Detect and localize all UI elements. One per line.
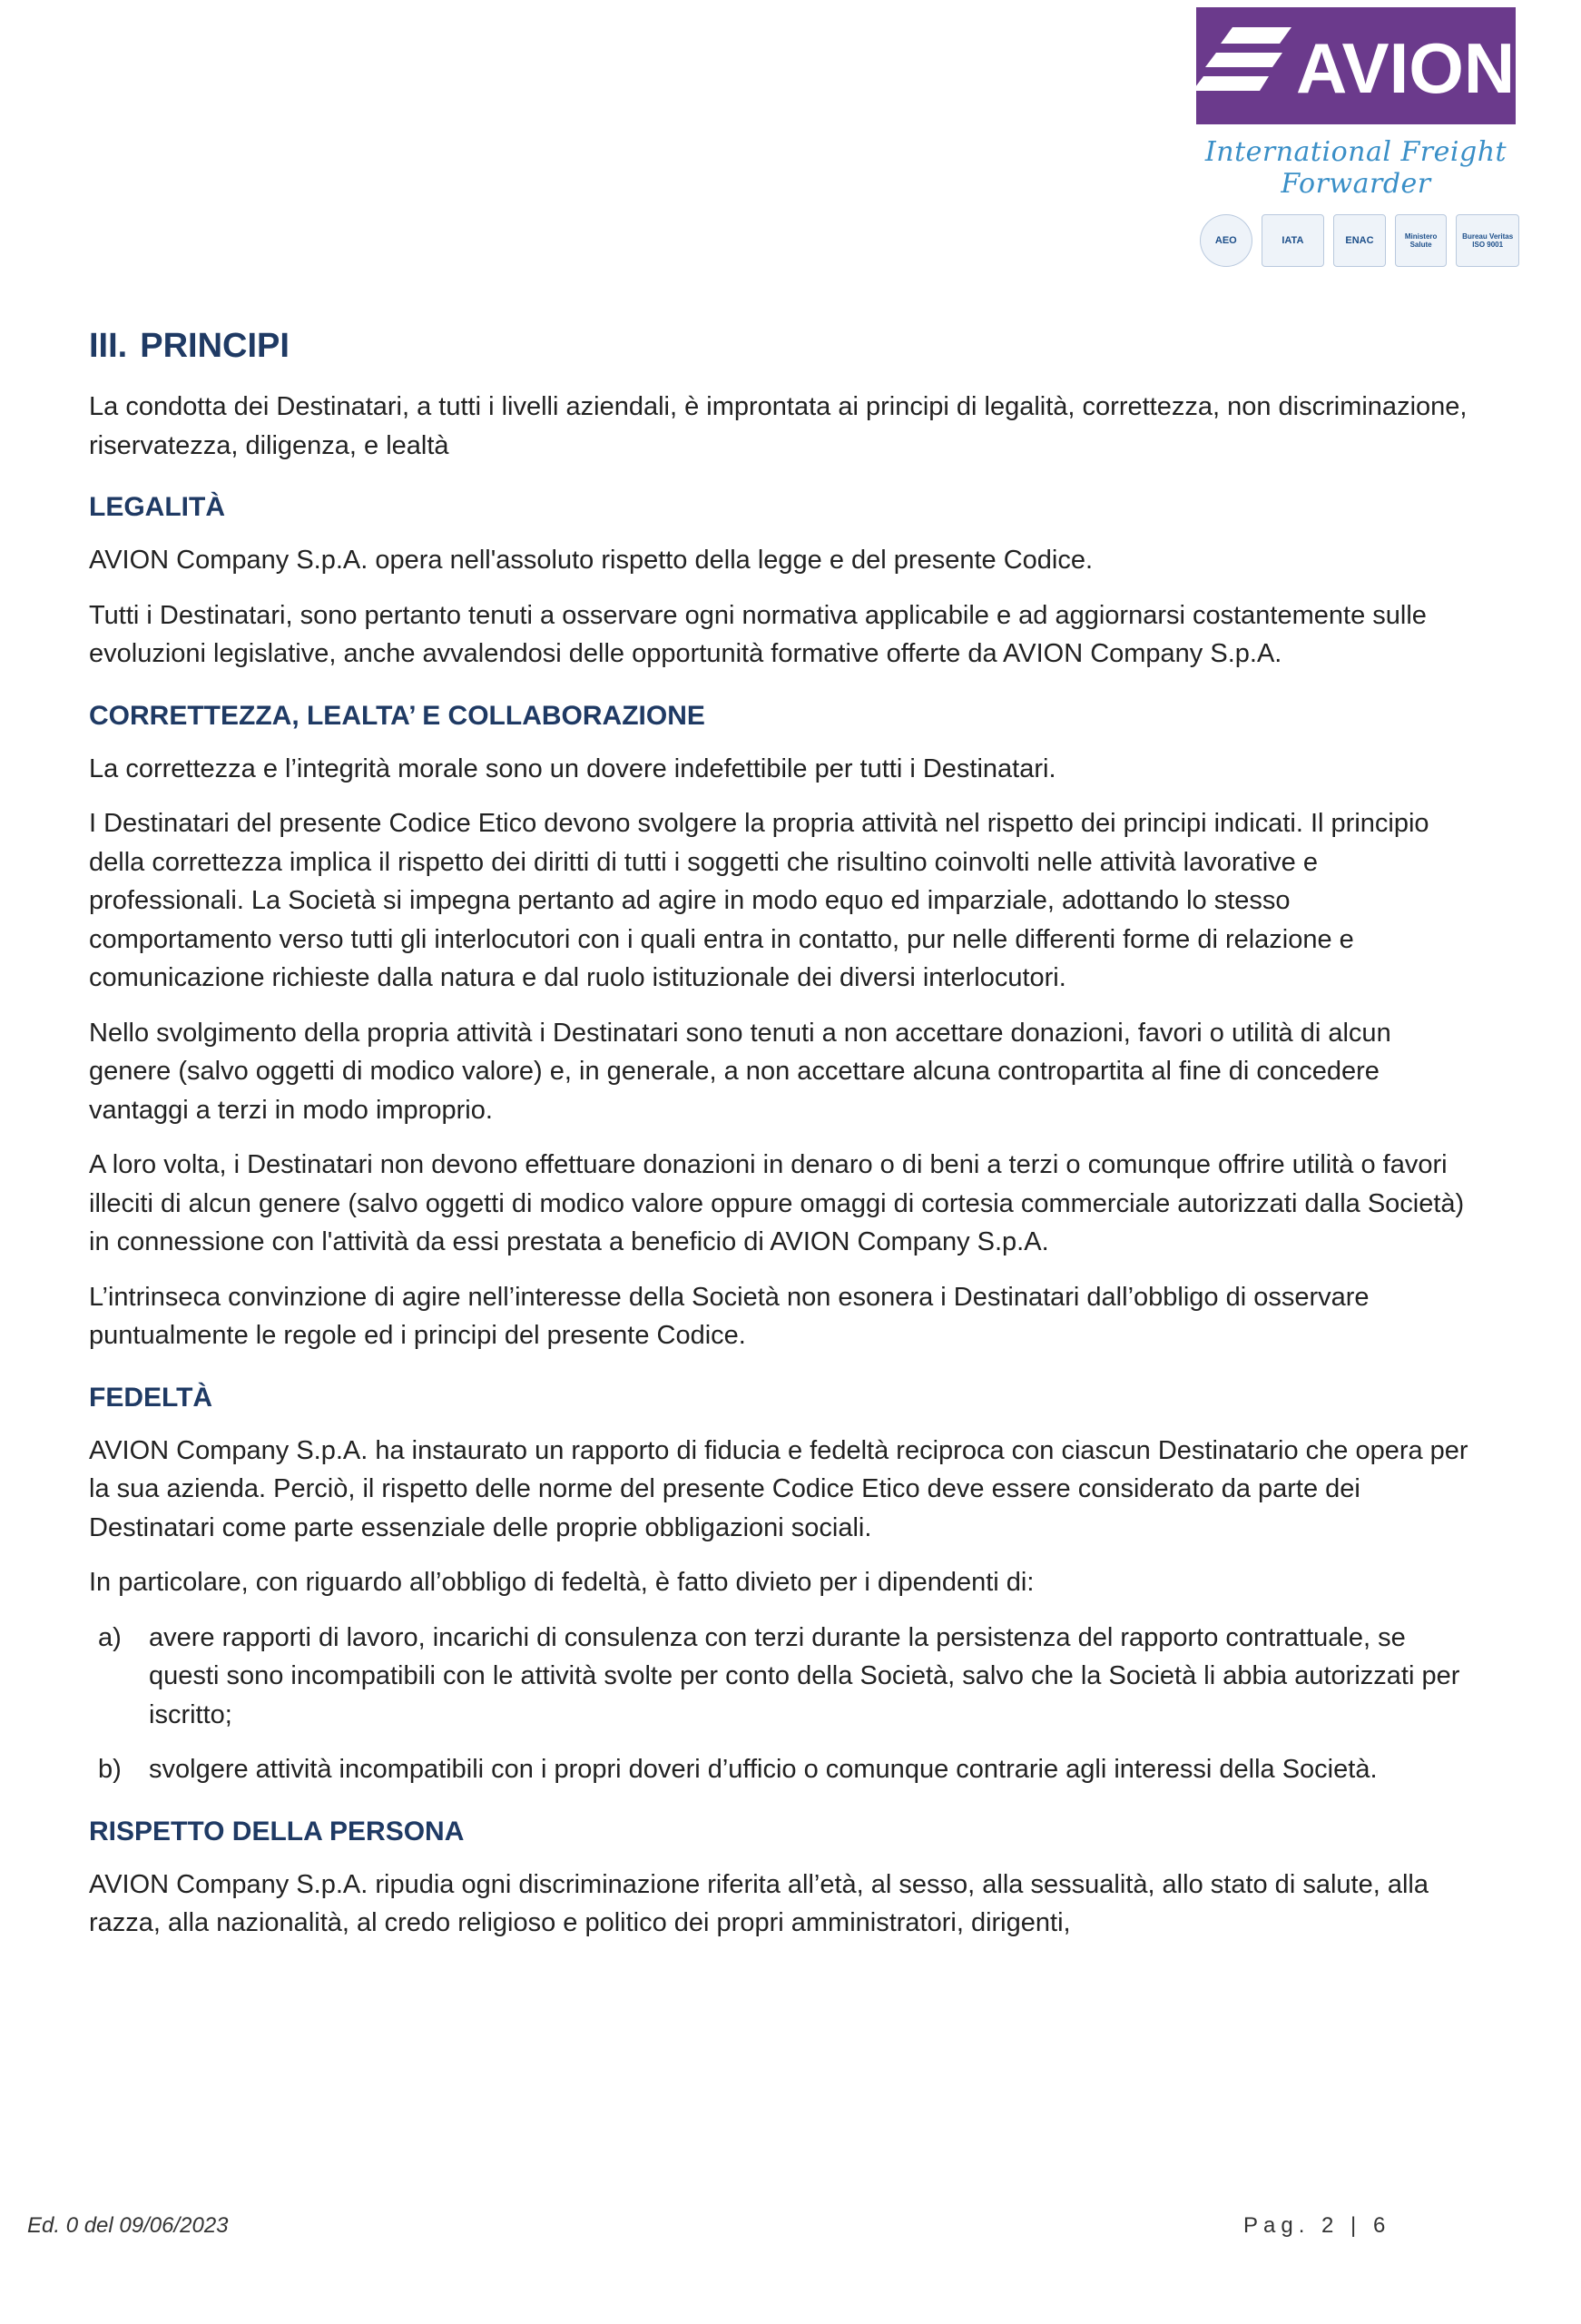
section-number: III. (89, 327, 128, 365)
paragraph: La correttezza e l’integrità morale sono un dovere indefettibile per tutti i Destinatari. (89, 753, 1056, 783)
paragraph: AVION Company S.p.A. opera nell'assoluto rispetto della legge e del presente Codice. (89, 546, 1094, 575)
bureau-veritas-iso-icon: Bureau Veritas ISO 9001 (1456, 214, 1519, 267)
heading-legalita: LEGALITÀ (89, 492, 225, 522)
iata-certification-icon: IATA (1262, 214, 1325, 267)
document-body (89, 327, 1468, 1959)
list-item-text: svolgere attività incompatibili con i propri doveri d’ufficio o comunque contrarie agli interessi della Società. (149, 1755, 1378, 1784)
paragraph: I Destinatari del presente Codice Etico devono svolgere la propria attività nel rispetto dei principi indicati. Il principio della correttezza implica il rispetto dei diritti di tutti i soggetti che risultino coinvolti nelle attività lavorative e professionali. La Società si impegna pertanto ad agire in modo equo ed imparziale, adottando lo stesso comportamento verso tutti gli interlocutori con i quali entra in contatto, pur nelle differenti forme di relazione e comunicazione richieste dalla natura e dal ruolo istituzionale dei diversi interlocutori. (89, 809, 1429, 992)
section-title: PRINCIPI (140, 327, 290, 365)
heading-correttezza: CORRETTEZZA, LEALTA’ E COLLABORAZIONE (89, 700, 705, 731)
certification-logos (1200, 212, 1519, 269)
section-heading (89, 327, 1468, 366)
company-logo (1196, 7, 1516, 124)
heading-rispetto: RISPETTO DELLA PERSONA (89, 1816, 465, 1846)
enac-certification-icon: ENAC (1333, 214, 1386, 267)
footer-edition: Ed. 0 del 09/06/2023 (27, 2213, 229, 2238)
paragraph: AVION Company S.p.A. ripudia ogni discriminazione riferita all’età, al sesso, alla sessualità, allo stato di salute, alla razza, alla nazionalità, al credo religioso e politico dei propri amministratori, dirigenti, (89, 1869, 1429, 1937)
paragraph: AVION Company S.p.A. ha instaurato un rapporto di fiducia e fedeltà reciproca con ciascun Destinatario che opera per la sua azienda. Perciò, il rispetto delle norme del presente Codice Etico deve essere considerato da parte dei Destinatari come parte essenziale delle proprie obbligazioni sociali. (89, 1435, 1468, 1542)
paragraph: In particolare, con riguardo all’obbligo di fedeltà, è fatto divieto per i dipendenti di: (89, 1568, 1035, 1597)
paragraph: A loro volta, i Destinatari non devono effettuare donazioni in denaro o di beni a terzi o comunque offrire utilità o favori illeciti di alcun genere (salvo oggetti di modico valore oppure omaggi di cortesia commerciale autorizzati dalla Società) in connessione con l'attività da essi prestata a beneficio di AVION Company S.p.A. (89, 1150, 1465, 1256)
paragraph: Tutti i Destinatari, sono pertanto tenuti a osservare ogni normativa applicabile e ad aggiornarsi costantemente sulle evoluzioni legislative, anche avvalendosi delle opportunità formative offerte da AVION Company S.p.A. (89, 600, 1427, 668)
paragraph: L’intrinseca convinzione di agire nell’interesse della Società non esonera i Destinatari dall’obbligo di osservare puntualmente le regole ed i principi del presente Codice. (89, 1282, 1370, 1350)
aeo-certification-icon: AEO (1200, 214, 1252, 267)
list-item (89, 1619, 1468, 1735)
footer-page-number: Pag. 2 | 6 (1243, 2213, 1391, 2238)
avion-logo-graphic (1196, 7, 1516, 124)
list-marker: a) (98, 1622, 122, 1652)
list-marker: b) (98, 1755, 122, 1784)
heading-fedelta: FEDELTÀ (89, 1382, 213, 1413)
health-ministry-icon: Ministero Salute (1395, 214, 1448, 267)
list-item (89, 1750, 1468, 1789)
logo-wordmark: AVION (1296, 28, 1516, 108)
logo-tagline: International Freight Forwarder (1204, 136, 1507, 200)
paragraph: Nello svolgimento della propria attività i Destinatari sono tenuti a non accettare donazioni, favori o utilità di alcun genere (salvo oggetti di modico valore) e, in generale, a non accettare alcuna contropartita al fine di concedere vantaggi a terzi in modo improprio. (89, 1018, 1391, 1125)
section-intro: La condotta dei Destinatari, a tutti i livelli aziendali, è improntata ai principi di legalità, correttezza, non discriminazione, riservatezza, diligenza, e lealtà (89, 392, 1468, 460)
list-item-text: avere rapporti di lavoro, incarichi di consulenza con terzi durante la persistenza del rapporto contrattuale, se questi sono incompatibili con le attività svolte per conto della Società, salvo che la Società li abbia autorizzati per iscritto; (149, 1622, 1460, 1729)
